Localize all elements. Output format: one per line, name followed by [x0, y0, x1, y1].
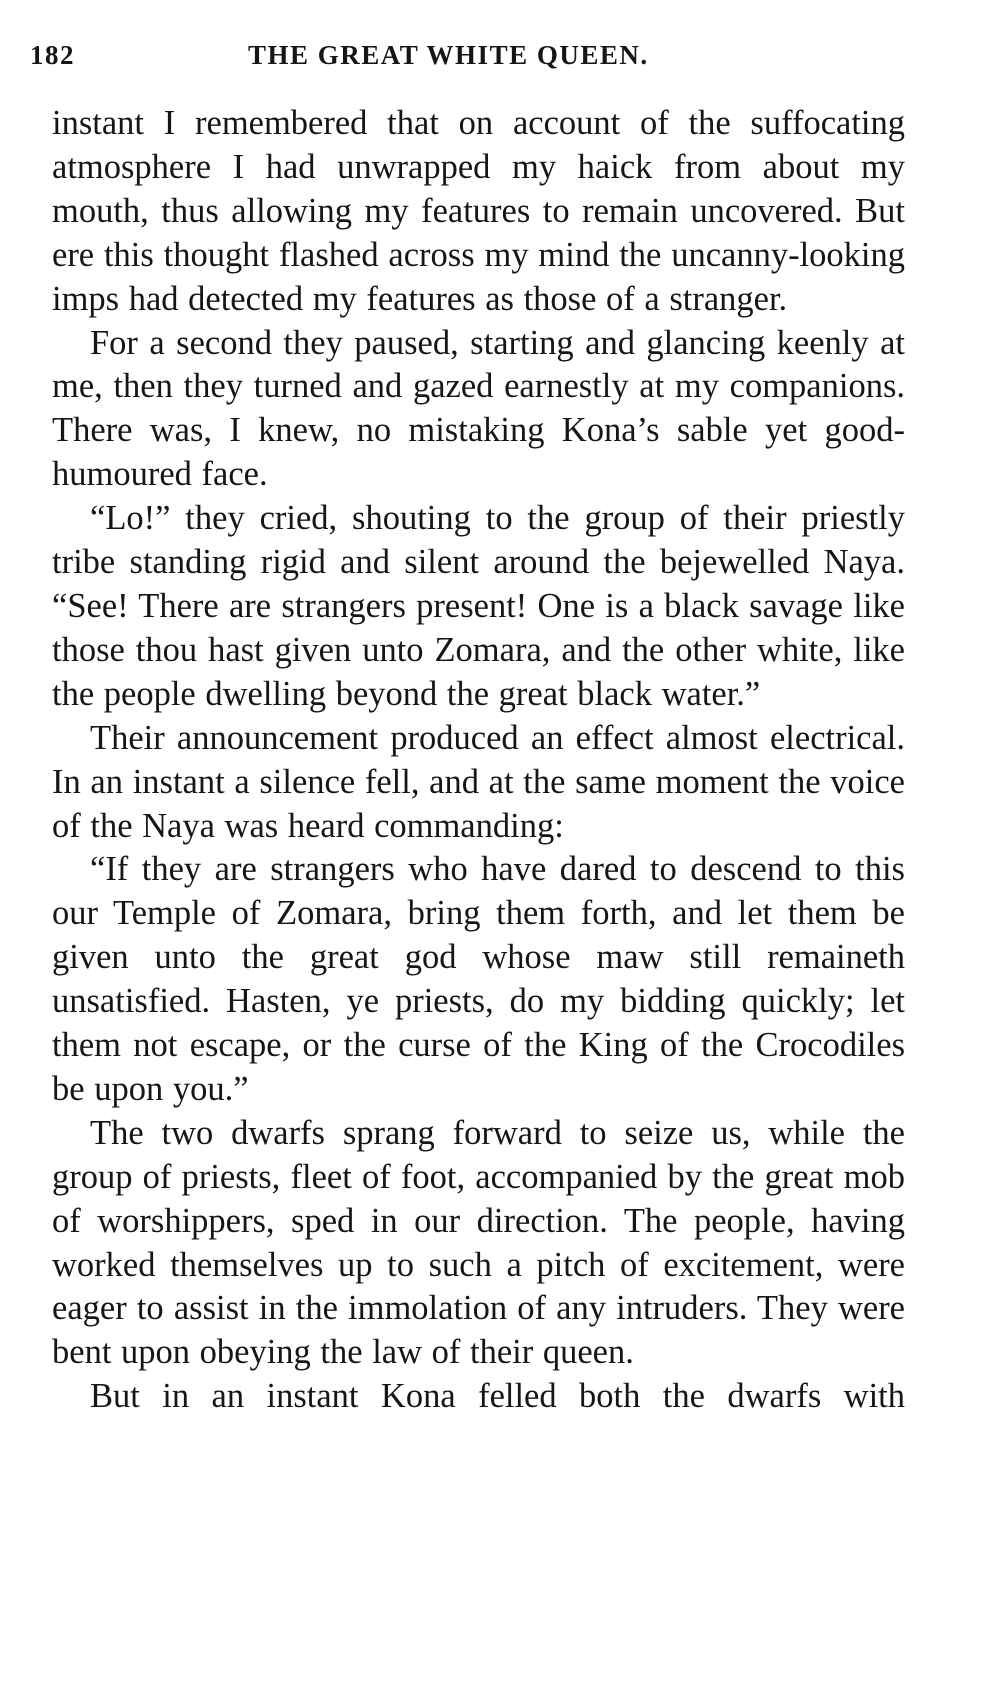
paragraph: For a second they paused, starting and glancing keenly at me, then they turned and gazed earnestly at my companions. There was, I knew, no mistaking Kona’s sable yet good-humoured face.: [52, 323, 905, 494]
book-page: [30, 30, 905, 1419]
running-head: [30, 30, 905, 80]
book-title: THE GREAT WHITE QUEEN.: [248, 40, 649, 70]
paragraph: “If they are strangers who have dared to descend to this our Temple of Zomara, bring them forth, and let them be given unto the great god whose maw still remaineth unsatisfied. Hasten, ye priests, do my bidding quickly; let them not escape, or the curse of the King of the Crocodiles be upon you.”: [52, 850, 905, 1108]
paragraph: “Lo!” they cried, shouting to the group of their priestly tribe standing rigid and silent around the bejewelled Naya. “See! There are strangers present! One is a black savage like those thou hast given unto Zomara, and the other white, like the people dwelling beyond the great black water.”: [52, 499, 905, 713]
paragraph: Their announcement produced an effect almost electrical. In an instant a silence fell, and at the same moment the voice of the Naya was heard commanding:: [52, 718, 905, 845]
paragraph: The two dwarfs sprang forward to seize us, while the group of priests, fleet of foot, accompanied by the great mob of worshippers, sped in our direction. The people, having worked themselves up to such a pitch of excitement, were eager to assist in the immolation of any intruders. They were bent upon obeying the law of their queen.: [52, 1113, 905, 1372]
paragraph-final-line: But in an instant Kona felled both the dwarfs with: [90, 1377, 905, 1416]
body-text: [52, 102, 905, 1419]
page-number: 182: [30, 40, 75, 70]
paragraph-continued: instant I remembered that on account of the suffocating atmosphere I had unwrapped my haick from about my mouth, thus allowing my features to remain uncovered. But ere this thought flashed across my mind the uncanny-looking imps had detected my features as those of a stranger.: [52, 104, 905, 318]
